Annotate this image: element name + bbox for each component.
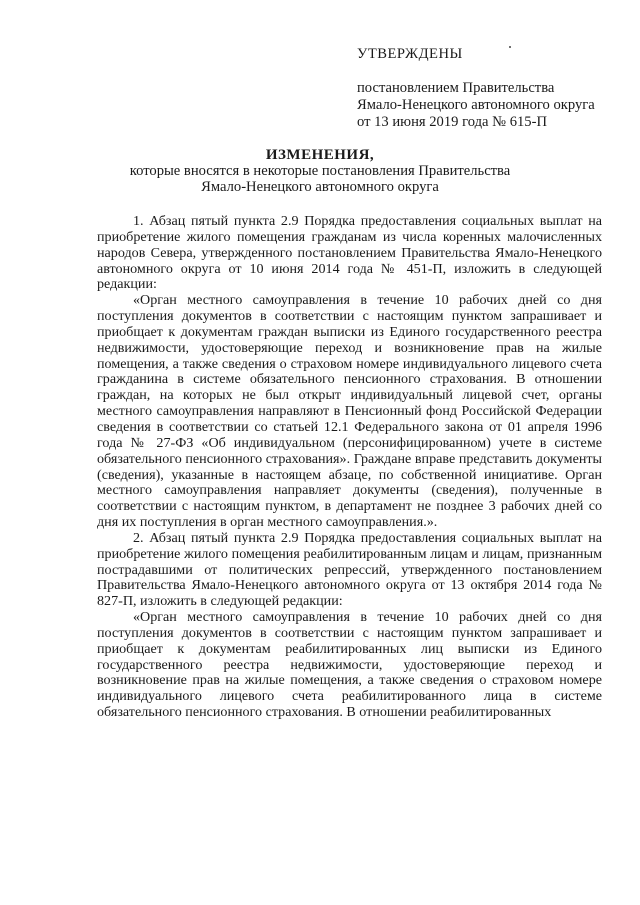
paragraph-1-quote: «Орган местного самоуправления в течение 10 рабочих дней со дня поступления документов в соответствии с настоящим пунктом запрашивает и приобщает к документам граждан выписки из Единого государственного реестра недвижимости, удостоверяющие переход и возникновение прав на жилые помещения, а также сведения о страховом номере индивидуального лицевого счета гражданина в системе обязательного пенсионного страхования. В отношении граждан, на которых не был открыт индивидуальный лицевой счет, органы местного самоуправления направляют в Пенсионный фонд Российской Федерации сведения в соответствии со статьей 12.1 Федерального закона от 01 апреля 1996 года № 27-ФЗ «Об индивидуальном (персонифицированном) учете в системе обязательного пенсионного страхования». Граждане вправе представить документы (сведения), указанные в настоящем абзаце, по собственной инициативе. Орган местного самоуправления направляет документы (сведения), полученные в соответствии с настоящим пунктом, в департамент не позднее 3 рабочих дней со дня их поступления в орган местного самоуправления.». <box>97 292 602 531</box>
approval-stamp <box>357 46 617 131</box>
paragraph-2: 2. Абзац пятый пункта 2.9 Порядка предоставления социальных выплат на приобретение жилого помещения реабилитированным лицам и лицам, признанным пострадавшими от политических репрессий, утвержденного постановлением Правительства Ямало-Ненецкого автономного округа от 13 октября 2014 года № 827-П, изложить в следующей редакции: <box>97 529 602 610</box>
paragraph-2-quote: «Орган местного самоуправления в течение 10 рабочих дней со дня поступления документов в соответствии с настоящим пунктом запрашивает и приобщает к документам реабилитированных лиц выписки из Единого государственного реестра недвижимости, удостоверяющие переход и возникновение прав на жилые помещения, а также сведения о страховом номере индивидуального лицевого счета реабилитированного лица в системе обязательного пенсионного страхования. В отношении реабилитированных <box>97 609 602 721</box>
document-subtitle-line-1: которые вносятся в некоторые постановления Правительства <box>129 163 511 179</box>
approval-line-3: от 13 июня 2019 года № 615-П <box>357 114 548 130</box>
document-title-block <box>97 147 543 195</box>
approval-line-2: Ямало-Ненецкого автономного округа <box>357 97 595 113</box>
document-body <box>97 214 602 721</box>
approval-line-1: постановлением Правительства <box>357 80 555 96</box>
document-title: ИЗМЕНЕНИЯ, <box>265 147 375 163</box>
document-subtitle-line-2: Ямало-Ненецкого автономного округа <box>201 179 439 195</box>
approval-heading: УТВЕРЖДЕНЫ <box>357 46 463 62</box>
paragraph-1: 1. Абзац пятый пункта 2.9 Порядка предоставления социальных выплат на приобретение жилого помещения гражданам из числа коренных малочисленных народов Севера, утвержденного постановлением Правительства Ямало-Ненецкого автономного округа от 10 июня 2014 года № 451-П, изложить в следующей редакции: <box>97 213 602 293</box>
